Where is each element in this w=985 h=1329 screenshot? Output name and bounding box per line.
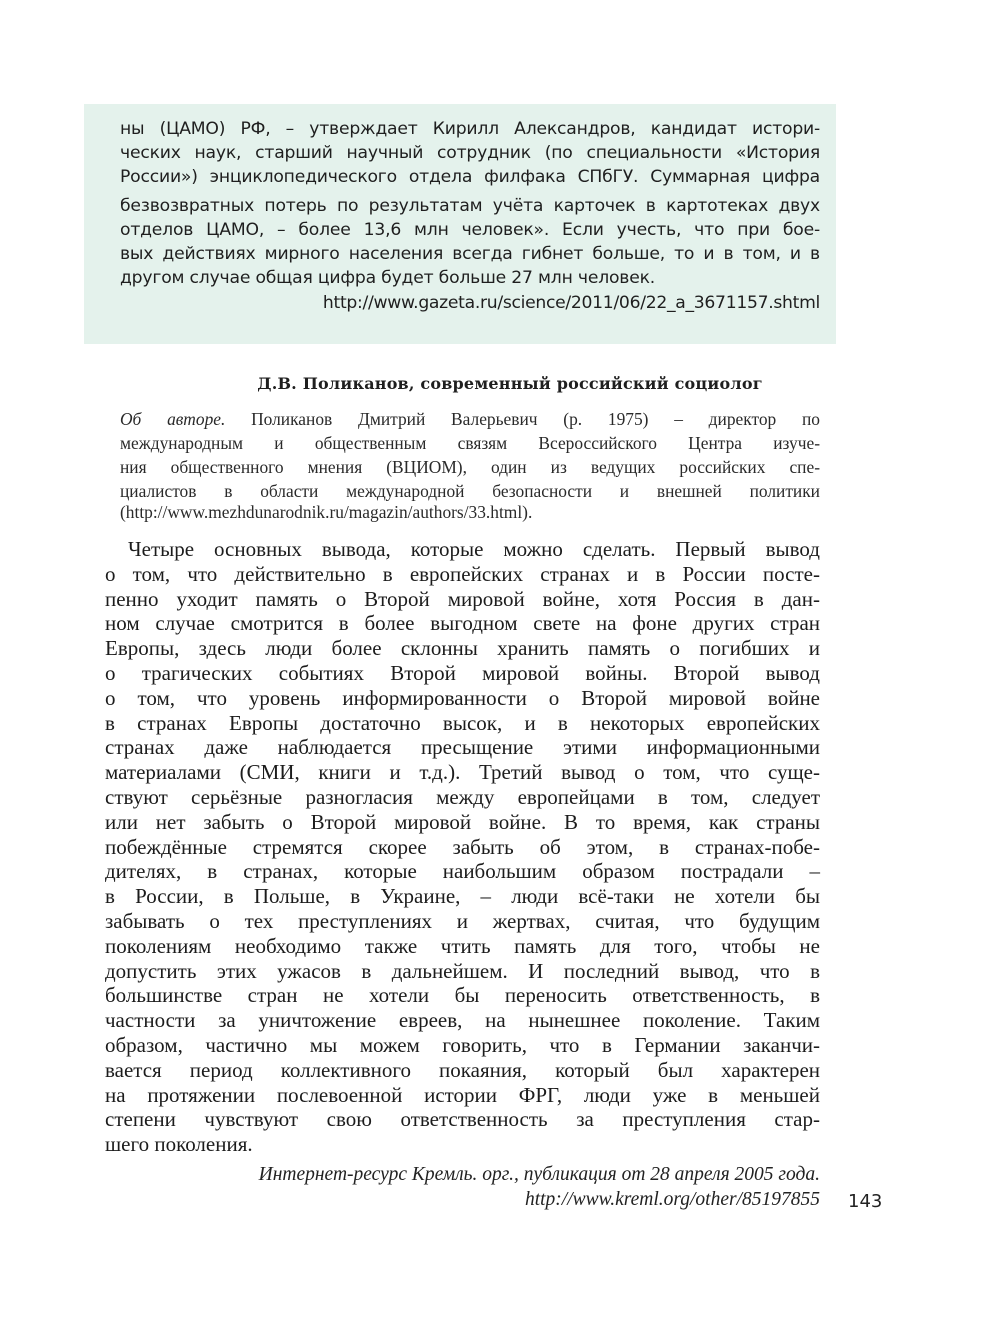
- body-line: на протяжении послевоенной истории ФРГ, люди уже в меньшей: [105, 1082, 820, 1107]
- body-line: или нет забыть о Второй мировой войне. В то время, как страны: [105, 809, 820, 834]
- body-line: образом, частично мы можем говорить, что в Германии заканчи-: [105, 1033, 820, 1057]
- body-line: материалами (СМИ, книги и т.д.). Третий вывод о том, что суще-: [105, 760, 820, 785]
- body-line: побеждённые стремятся скорее забыть об этом, в странах-побе-: [105, 834, 820, 859]
- quote-source-link[interactable]: http://www.gazeta.ru/science/2011/06/22_a_3671157.shtml: [322, 293, 820, 313]
- body-line: частности за уничтожение евреев, на нынешнее поколение. Таким: [105, 1008, 820, 1033]
- body-line: шего поколения.: [105, 1132, 253, 1157]
- body-line: Европы, здесь люди более склонны хранить память о погибших и: [105, 636, 820, 661]
- quote-line: России») энциклопедического отдела филфака СПбГУ. Суммарная цифра: [120, 167, 820, 187]
- quote-line: безвозвратных потерь по результатам учёта карточек в картотеках двух: [120, 196, 820, 216]
- section-heading: Д.В. Поликанов, современный российский социолог: [257, 374, 763, 393]
- about-line-text: Поликанов Дмитрий Валерьевич (р. 1975) – директор по: [251, 409, 820, 429]
- quote-line: другом случае общая цифра будет больше 27 млн человек.: [120, 268, 656, 288]
- body-line: большинстве стран не хотели бы переносить ответственность, в: [105, 983, 820, 1008]
- quote-line: отделов ЦАМО, – более 13,6 млн человек». Если учесть, что при бое-: [120, 220, 820, 240]
- about-link[interactable]: (http://www.mezhdunarodnik.ru/magazin/authors/33.html).: [120, 502, 533, 522]
- page-number: 143: [848, 1191, 883, 1212]
- quote-line: ческих наук, старший научный сотрудник (по специальности «История: [120, 143, 820, 163]
- about-lead: Об авторе.: [120, 409, 226, 429]
- body-line: ном случае смотрится в более выгодном свете на фоне других стран: [105, 611, 820, 636]
- quote-line: вых действиях мирного населения всегда гибнет больше, то и в том, и в: [120, 244, 820, 264]
- about-line: международным и общественным связям Всероссийского Центра изуче-: [120, 433, 820, 453]
- body-line: дителях, в странах, которые наибольшим образом пострадали –: [105, 859, 820, 884]
- body-line: допустить этих ужасов в дальнейшем. И последний вывод, что в: [105, 958, 820, 983]
- about-line: ния общественного мнения (ВЦИОМ), один из ведущих российских спе-: [120, 457, 820, 477]
- body-line: о том, что уровень информированности о Второй мировой войне: [105, 685, 820, 710]
- body-line: вается период коллективного покаяния, который был характерен: [105, 1057, 820, 1082]
- body-line: степени чувствуют свою ответственность за преступления стар-: [105, 1107, 820, 1132]
- body-line: Четыре основных вывода, которые можно сделать. Первый вывод: [128, 537, 820, 561]
- body-line: странах даже наблюдается пресыщение этими информационными: [105, 735, 820, 760]
- quote-line: ны (ЦАМО) РФ, – утверждает Кирилл Александров, кандидат истори-: [120, 119, 820, 139]
- source-link[interactable]: http://www.kreml.org/other/85197855: [524, 1189, 820, 1210]
- about-line: циалистов в области международной безопасности и внешней политики: [120, 481, 820, 501]
- body-line: о трагических событиях Второй мировой войны. Второй вывод: [105, 661, 820, 685]
- body-line: в странах Европы достаточно высок, и в некоторых европейских: [105, 710, 820, 735]
- body-line: забывать о тех преступлениях и жертвах, считая, что будущим: [105, 909, 820, 933]
- body-line: пенно уходит память о Второй мировой войне, хотя Россия в дан-: [105, 586, 820, 611]
- about-line: [120, 408, 820, 430]
- body-line: ствуют серьёзные разногласия между европейцами в том, следует: [105, 785, 820, 809]
- body-line: в России, в Польше, в Украине, – люди всё-таки не хотели бы: [105, 884, 820, 909]
- body-line: о том, что действительно в европейских странах и в России посте-: [105, 561, 820, 586]
- source-citation: Интернет-ресурс Кремль. орг., публикация от 28 апреля 2005 года.: [258, 1164, 820, 1185]
- body-line: поколениям необходимо также чтить память для того, чтобы не: [105, 933, 820, 958]
